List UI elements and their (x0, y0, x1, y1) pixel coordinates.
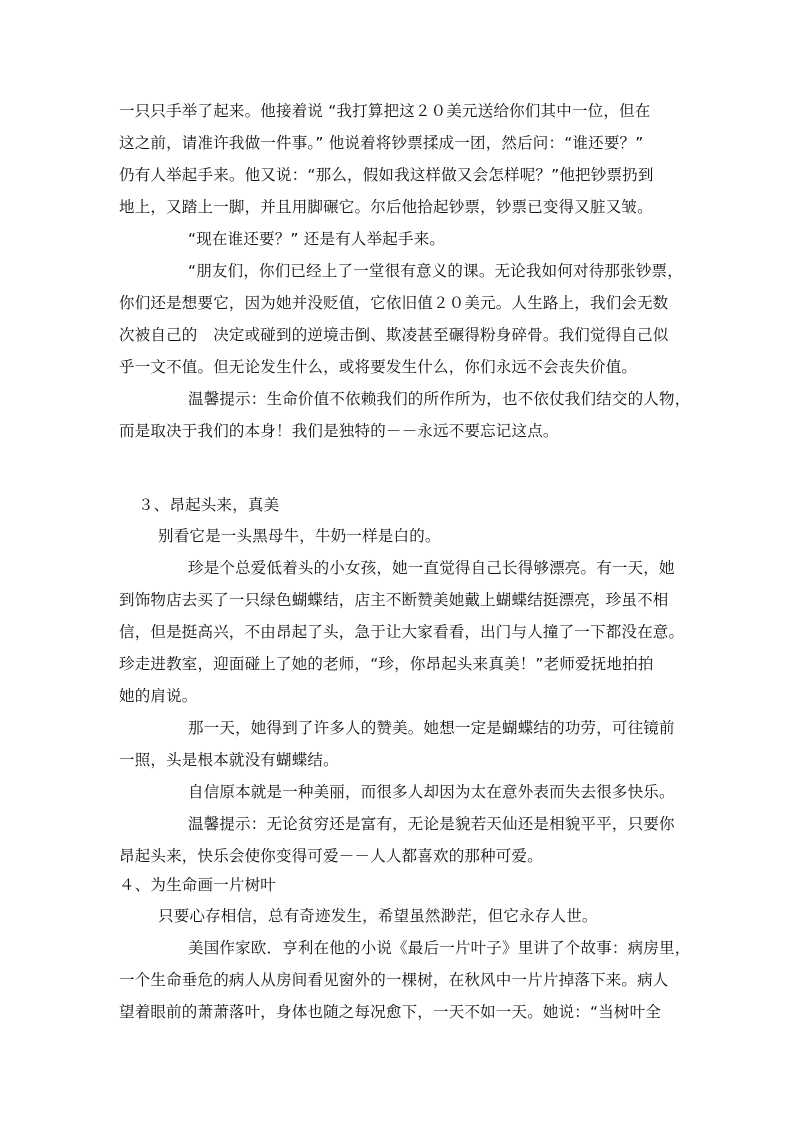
section-subtitle: 只要心存相信，总有奇迹发生，希望虽然渺茫，但它永存人世。 (158, 907, 598, 925)
text-line: 仍有人举起手来。他又说：“那么，假如我这样做又会怎样呢？”他把钞票扔到 (119, 166, 654, 184)
text-line: 自信原本就是一种美丽，而很多人却因为太在意外表而失去很多快乐。 (188, 783, 675, 801)
text-line: 珍走进教室，迎面碰上了她的老师，“珍，你昂起头来真美！”老师爱抚地拍拍 (119, 655, 654, 673)
text-line: 次被自己的 决定或碰到的逆境击倒、欺凌甚至碾得粉身碎骨。我们觉得自己似 (119, 326, 669, 344)
text-line: 这之前，请准许我做一件事。” 他说着将钞票揉成一团，然后问：“谁还要？” (119, 134, 644, 152)
text-line: 那一天，她得到了许多人的赞美。她想一定是蝴蝶结的功劳，可往镜前 (188, 719, 675, 737)
text-line: 珍是个总爱低着头的小女孩，她一直觉得自己长得够漂亮。有一天，她 (188, 559, 675, 577)
text-line: 一只只手举了起来。他接着说 “我打算把这２０美元送给你们其中一位，但在 (119, 102, 651, 120)
text-line: “现在谁还要？” 还是有人举起手来。 (188, 230, 446, 248)
text-line: 信，但是挺高兴，不由昂起了头，急于让大家看看，出门与人撞了一下都没在意。 (119, 623, 685, 641)
text-line: 而是取决于我们的本身！我们是独特的－－永远不要忘记这点。 (119, 422, 559, 440)
text-line: 乎一文不值。但无论发生什么，或将要发生什么，你们永远不会丧失价值。 (119, 358, 638, 376)
text-line: 你们还是想要它，因为她并没贬值，它依旧值２０美元。人生路上，我们会无数 (119, 294, 669, 312)
text-line: 到饰物店去买了一只绿色蝴蝶结，店主不断赞美她戴上蝴蝶结挺漂亮，珍虽不相 (119, 591, 669, 609)
section-heading: ３、昂起头来，真美 (138, 496, 280, 514)
text-line: 温馨提示：无论贫穷还是富有，无论是貌若天仙还是相貌平平，只要你 (188, 815, 675, 833)
text-line: 望着眼前的萧萧落叶，身体也随之每况愈下，一天不如一天。她说：“当树叶全 (119, 1003, 662, 1021)
section-subtitle: 别看它是一头黑母牛，牛奶一样是白的。 (158, 527, 441, 545)
text-line: 一个生命垂危的病人从房间看见窗外的一棵树，在秋风中一片片掉落下来。病人 (119, 971, 669, 989)
text-line: 温馨提示：生命价值不依赖我们的所作所为，也不依仗我们结交的人物， (188, 390, 691, 408)
text-line: “朋友们，你们已经上了一堂很有意义的课。无论我如何对待那张钞票， (188, 262, 683, 280)
text-line: 昂起头来，快乐会使你变得可爱－－人人都喜欢的那种可爱。 (119, 847, 543, 865)
text-line: 她的肩说。 (119, 687, 198, 705)
text-line: 地上，又踏上一脚，并且用脚碾它。尔后他拾起钞票，钞票已变得又脏又皱。 (119, 198, 653, 216)
text-line: 美国作家欧．亨利在他的小说《最后一片叶子》里讲了个故事：病房里， (188, 939, 691, 957)
section-heading: ４、为生命画一片树叶 (119, 876, 277, 894)
text-line: 一照，头是根本就没有蝴蝶结。 (119, 751, 339, 769)
